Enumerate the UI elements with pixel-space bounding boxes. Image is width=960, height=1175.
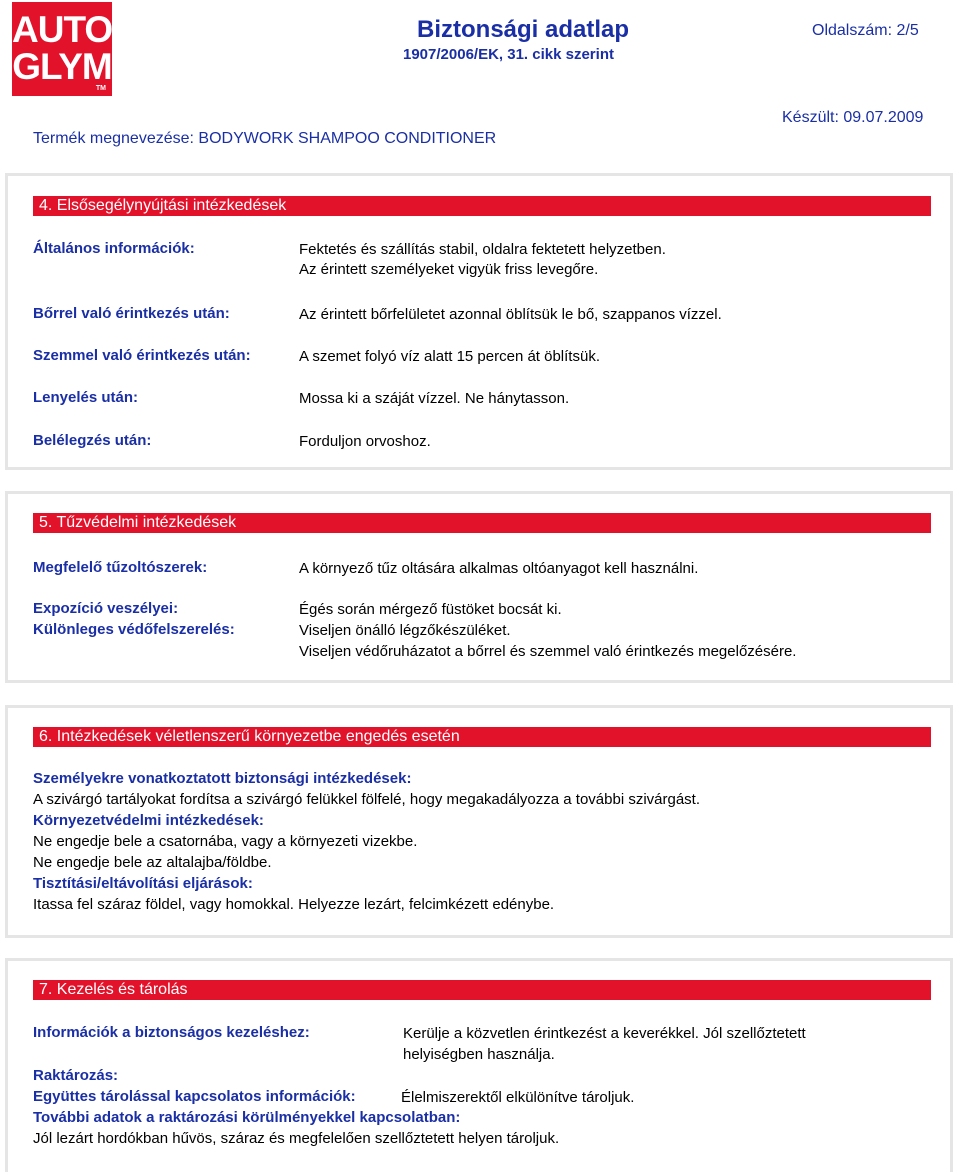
field-value: Viseljen védőruházatot a bőrrel és szemmel való érintkezés megelőzésére. bbox=[299, 643, 797, 660]
field-label: További adatok a raktározási körülményekkel kapcsolatban: bbox=[33, 1109, 461, 1126]
field-value: Viseljen önálló légzőkészüléket. bbox=[299, 622, 511, 639]
section-title: 7. Kezelés és tárolás bbox=[33, 980, 931, 1000]
field-label: Belélegzés után: bbox=[33, 432, 152, 449]
field-value: helyiségben használja. bbox=[403, 1046, 555, 1063]
field-value: Forduljon orvoshoz. bbox=[299, 433, 431, 450]
section-handling-storage bbox=[5, 958, 953, 1172]
section-first-aid bbox=[5, 173, 953, 470]
field-value: Az érintett személyeket vigyük friss levegőre. bbox=[299, 261, 599, 278]
page-number: Oldalszám: 2/5 bbox=[812, 22, 919, 39]
field-label: Tisztítási/eltávolítási eljárások: bbox=[33, 875, 253, 892]
field-label: Környezetvédelmi intézkedések: bbox=[33, 812, 264, 829]
document-subtitle: 1907/2006/EK, 31. cikk szerint bbox=[403, 46, 614, 63]
field-label: Raktározás: bbox=[33, 1067, 119, 1084]
field-label: Lenyelés után: bbox=[33, 389, 139, 406]
field-value: Kerülje a közvetlen érintkezést a keverékkel. Jól szellőztetett bbox=[403, 1025, 806, 1042]
field-value: A szemet folyó víz alatt 15 percen át öblítsük. bbox=[299, 348, 600, 365]
field-value: Fektetés és szállítás stabil, oldalra fektetett helyzetben. bbox=[299, 241, 666, 258]
document-title: Biztonsági adatlap bbox=[417, 16, 630, 43]
field-label: Expozíció veszélyei: bbox=[33, 600, 179, 617]
section-title: 4. Elsősegélynyújtási intézkedések bbox=[33, 196, 931, 216]
logo-trademark: TM bbox=[95, 85, 106, 92]
field-label: Megfelelő tűzoltószerek: bbox=[33, 559, 208, 576]
field-value: Jól lezárt hordókban hűvös, száraz és megfelelően szellőztetett helyen tároljuk. bbox=[33, 1130, 560, 1147]
field-value: Ne engedje bele az altalajba/földbe. bbox=[33, 854, 272, 871]
field-value: Az érintett bőrfelületet azonnal öblítsük le bő, szappanos vízzel. bbox=[299, 306, 722, 323]
product-name: Termék megnevezése: BODYWORK SHAMPOO CONDITIONER bbox=[33, 130, 497, 147]
field-label: Együttes tárolással kapcsolatos információk: bbox=[33, 1088, 356, 1105]
field-value: A környező tűz oltására alkalmas oltóanyagot kell használni. bbox=[299, 560, 699, 577]
field-label: Információk a biztonságos kezeléshez: bbox=[33, 1024, 310, 1041]
section-title: 6. Intézkedések véletlenszerű környezetbe engedés esetén bbox=[33, 727, 931, 747]
field-label: Szemmel való érintkezés után: bbox=[33, 347, 251, 364]
field-value: Ne engedje bele a csatornába, vagy a környezeti vizekbe. bbox=[33, 833, 418, 850]
logo-text-line2: GLYM bbox=[12, 46, 112, 87]
section-fire-fighting bbox=[5, 491, 953, 683]
section-accidental-release bbox=[5, 705, 953, 938]
autoglym-logo bbox=[12, 2, 112, 96]
field-value: Mossa ki a száját vízzel. Ne hánytasson. bbox=[299, 390, 570, 407]
created-date: Készült: 09.07.2009 bbox=[782, 109, 924, 126]
field-label: Személyekre vonatkoztatott biztonsági intézkedések: bbox=[33, 770, 412, 787]
section-title: 5. Tűzvédelmi intézkedések bbox=[33, 513, 931, 533]
field-value: A szivárgó tartályokat fordítsa a szivárgó felükkel fölfelé, hogy megakadályozza a további szivárgást. bbox=[33, 791, 701, 808]
field-value: Élelmiszerektől elkülönítve tároljuk. bbox=[401, 1089, 635, 1106]
field-label: Általános információk: bbox=[33, 240, 195, 257]
logo-text-line1: AUTO bbox=[12, 9, 113, 50]
field-value: Itassa fel száraz földel, vagy homokkal. Helyezze lezárt, felcimkézett edénybe. bbox=[33, 896, 555, 913]
field-value: Égés során mérgező füstöket bocsát ki. bbox=[299, 601, 562, 618]
field-label: Bőrrel való érintkezés után: bbox=[33, 305, 230, 322]
field-label: Különleges védőfelszerelés: bbox=[33, 621, 235, 638]
